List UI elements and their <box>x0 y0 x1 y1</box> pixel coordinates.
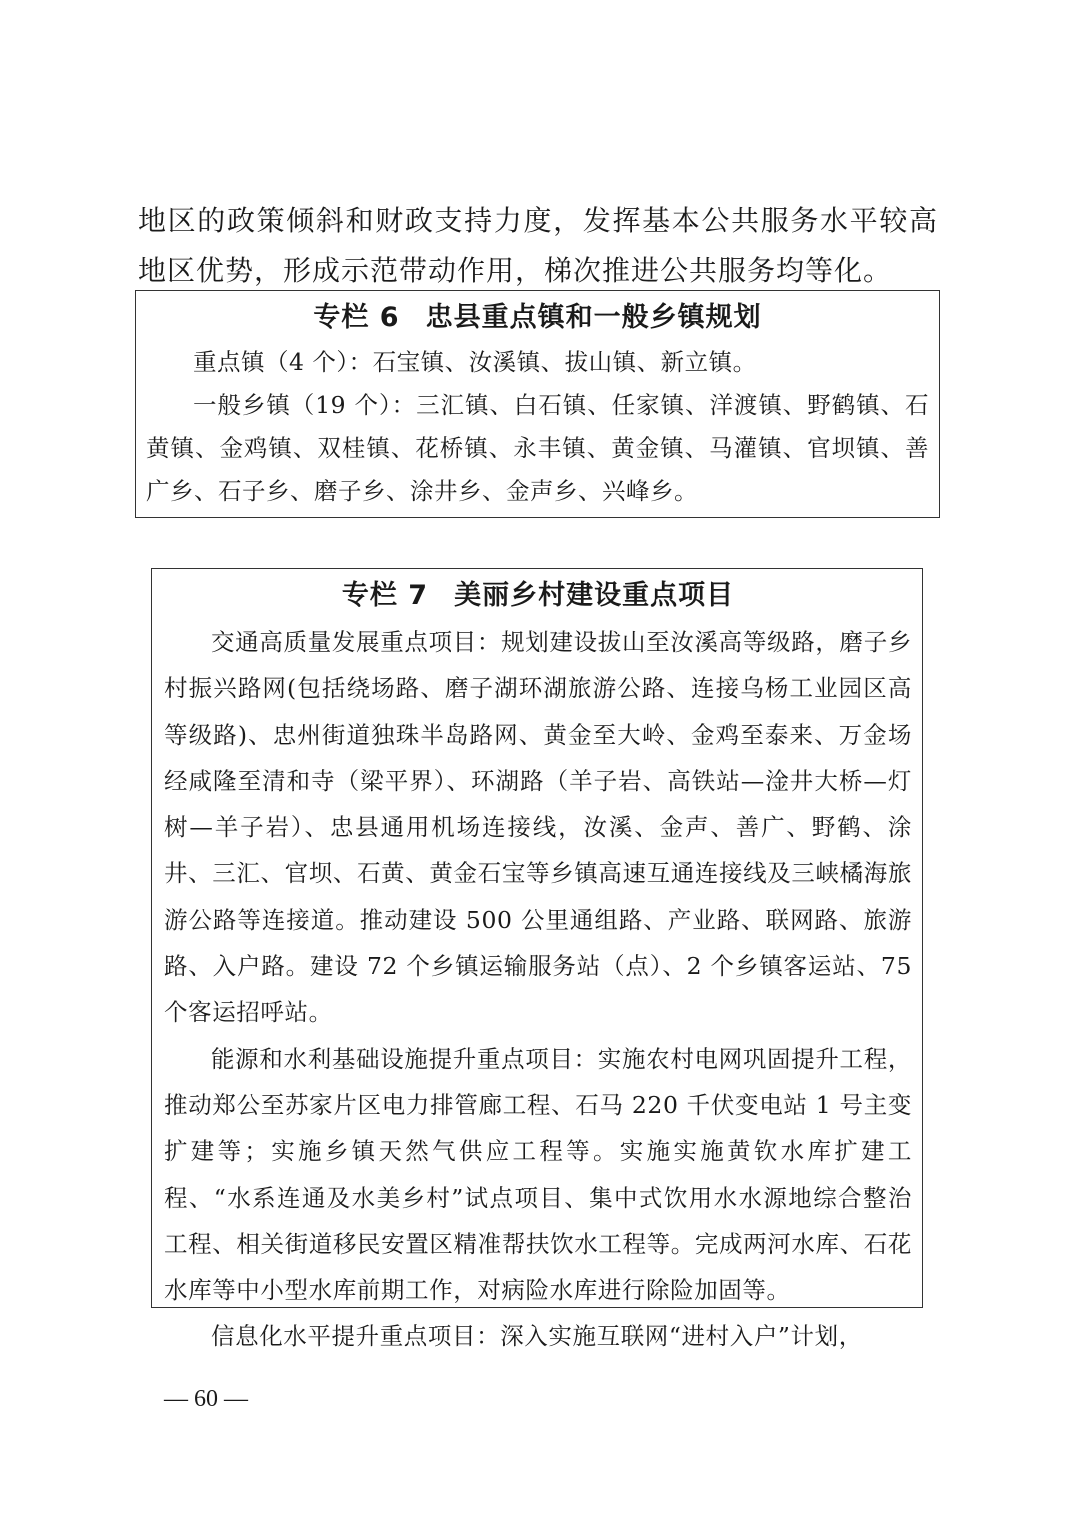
general-towns-paragraph: 一般乡镇（19 个）：三汇镇、白石镇、任家镇、洋渡镇、野鹤镇、石黄镇、金鸡镇、双桂镇、花桥镇、永丰镇、黄金镇、马灌镇、官坝镇、善广乡、石子乡、磨子乡、涂井乡、金声乡、兴峰乡。 <box>146 391 929 505</box>
column-box-7 <box>151 568 923 1351</box>
column-heading-6: 忠县重点镇和一般乡镇规划 <box>425 302 762 333</box>
page-number: — 60 — <box>164 1386 248 1412</box>
transport-projects-paragraph: 交通高质量发展重点项目：规划建设拔山至汝溪高等级路，磨子乡村振兴路网(包括绕场路、磨子湖环湖旅游公路、连接乌杨工业园区高等级路)、忠州街道独珠半岛路网、黄金至大岭、金鸡至泰来、万金场经咸隆至清和寺（梁平界）、环湖路（羊子岩、高铁站—淦井大桥—灯树—羊子岩）、忠县通用机场连接线，汝溪、金声、善广、野鹤、涂井、三汇、官坝、石黄、黄金石宝等乡镇高速互通连接线及三峡橘海旅游公路等连接道。推动建设 500 公里通组路、产业路、联网路、旅游路、入户路。建设 72 个乡镇运输服务站（点）、2 个乡镇客运站、75 个客运招呼站。 <box>164 628 912 1027</box>
column-number-7: 专栏 7 <box>341 580 429 611</box>
column-box-6 <box>135 290 940 518</box>
column-title-7 <box>164 575 912 617</box>
column-number-6: 专栏 6 <box>313 302 400 333</box>
column-heading-7: 美丽乡村建设重点项目 <box>454 580 735 611</box>
key-towns-paragraph: 重点镇（4 个）：石宝镇、汝溪镇、拔山镇、新立镇。 <box>193 348 757 376</box>
energy-water-projects-paragraph: 能源和水利基础设施提升重点项目：实施农村电网巩固提升工程，推动郑公至苏家片区电力排管廊工程、石马 220 千伏变电站 1 号主变扩建等；实施乡镇天然气供应工程等。实施实施黄钦水库扩建工程、“水系连通及水美乡村”试点项目、集中式饮用水水源地综合整治工程、相关街道移民安置区精准帮扶饮水工程等。完成两河水库、石花水库等中小型水库前期工作，对病险水库进行除险加固等。 <box>164 1044 912 1305</box>
informatization-projects-paragraph: 信息化水平提升重点项目：深入实施互联网“进村入户”计划， <box>211 1322 863 1351</box>
intro-paragraph: 地区的政策倾斜和财政支持力度，发挥基本公共服务水平较高地区优势，形成示范带动作用，梯次推进公共服务均等化。 <box>138 204 938 287</box>
column-title-6 <box>146 297 929 339</box>
